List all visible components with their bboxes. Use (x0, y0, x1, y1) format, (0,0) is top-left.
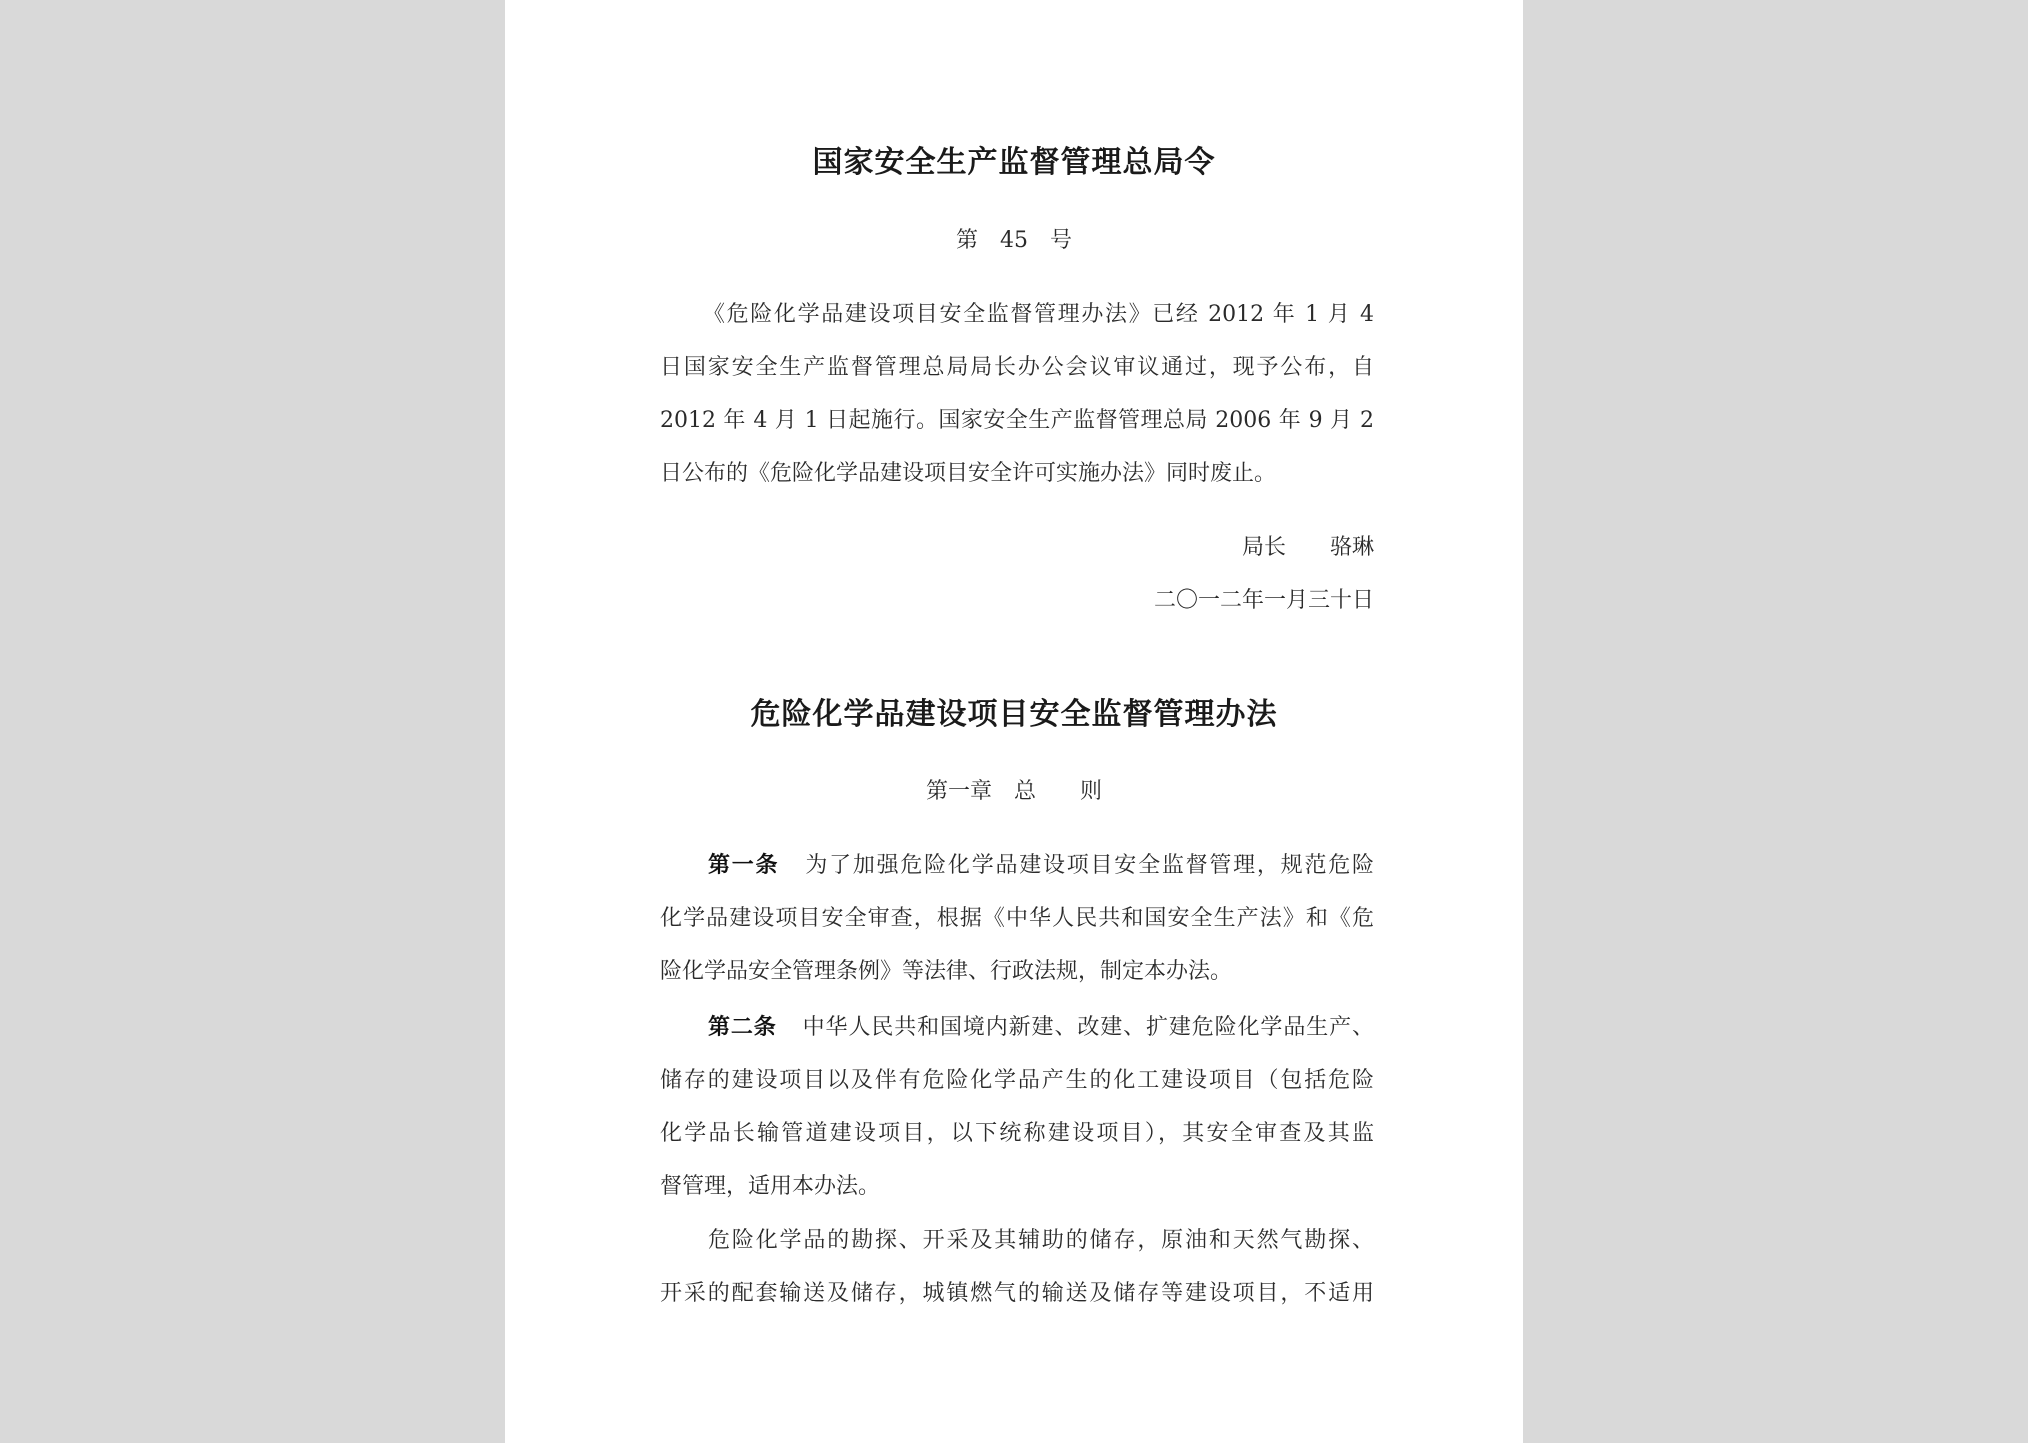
order-date: 二〇一二年一月三十日 (1153, 588, 1374, 613)
regulation-title: 危险化学品建设项目安全监督管理办法 (750, 697, 1278, 732)
article-1-line: 险化学品安全管理条例》等法律、行政法规，制定本办法。 (660, 959, 1233, 984)
article-1-label: 第一条 (708, 852, 780, 878)
article-2-label: 第二条 (708, 1014, 777, 1040)
order-title: 国家安全生产监督管理总局令 (812, 145, 1216, 180)
order-number: 第 45 号 (956, 228, 1072, 253)
order-paragraph-line: 日国家安全生产监督管理总局局长办公会议审议通过，现予公布，自 (660, 355, 1374, 380)
order-paragraph-line: 日公布的《危险化学品建设项目安全许可实施办法》同时废止。 (660, 461, 1277, 486)
article-2-line: 化学品长输管道建设项目，以下统称建设项目），其安全审查及其监 (660, 1121, 1374, 1146)
article-1-line: 化学品建设项目安全审查，根据《中华人民共和国安全生产法》和《危 (660, 906, 1374, 931)
chapter-heading: 第一章 总 则 (925, 779, 1102, 804)
article-1-line: 为了加强危险化学品建设项目安全监督管理，规范危险 (805, 853, 1374, 878)
order-paragraph-line: 2012 年 4 月 1 日起施行。国家安全生产监督管理总局 2006 年 9 月 2 (660, 408, 1374, 433)
order-signer: 局长 骆琳 (1241, 535, 1374, 560)
document-page (505, 0, 1523, 1443)
paragraph-3-line: 开采的配套输送及储存，城镇燃气的输送及储存等建设项目，不适用 (660, 1281, 1374, 1306)
article-2-line: 中华人民共和国境内新建、改建、扩建危险化学品生产、 (802, 1015, 1374, 1040)
order-paragraph-line: 《危险化学品建设项目安全监督管理办法》已经 2012 年 1 月 4 (703, 302, 1374, 327)
article-2-line: 储存的建设项目以及伴有危险化学品产生的化工建设项目（包括危险 (660, 1068, 1374, 1093)
article-2-line: 督管理，适用本办法。 (660, 1174, 881, 1199)
paragraph-3-line: 危险化学品的勘探、开采及其辅助的储存，原油和天然气勘探、 (708, 1228, 1374, 1253)
article-1-first-line (708, 850, 1374, 881)
article-2-first-line (708, 1012, 1374, 1043)
